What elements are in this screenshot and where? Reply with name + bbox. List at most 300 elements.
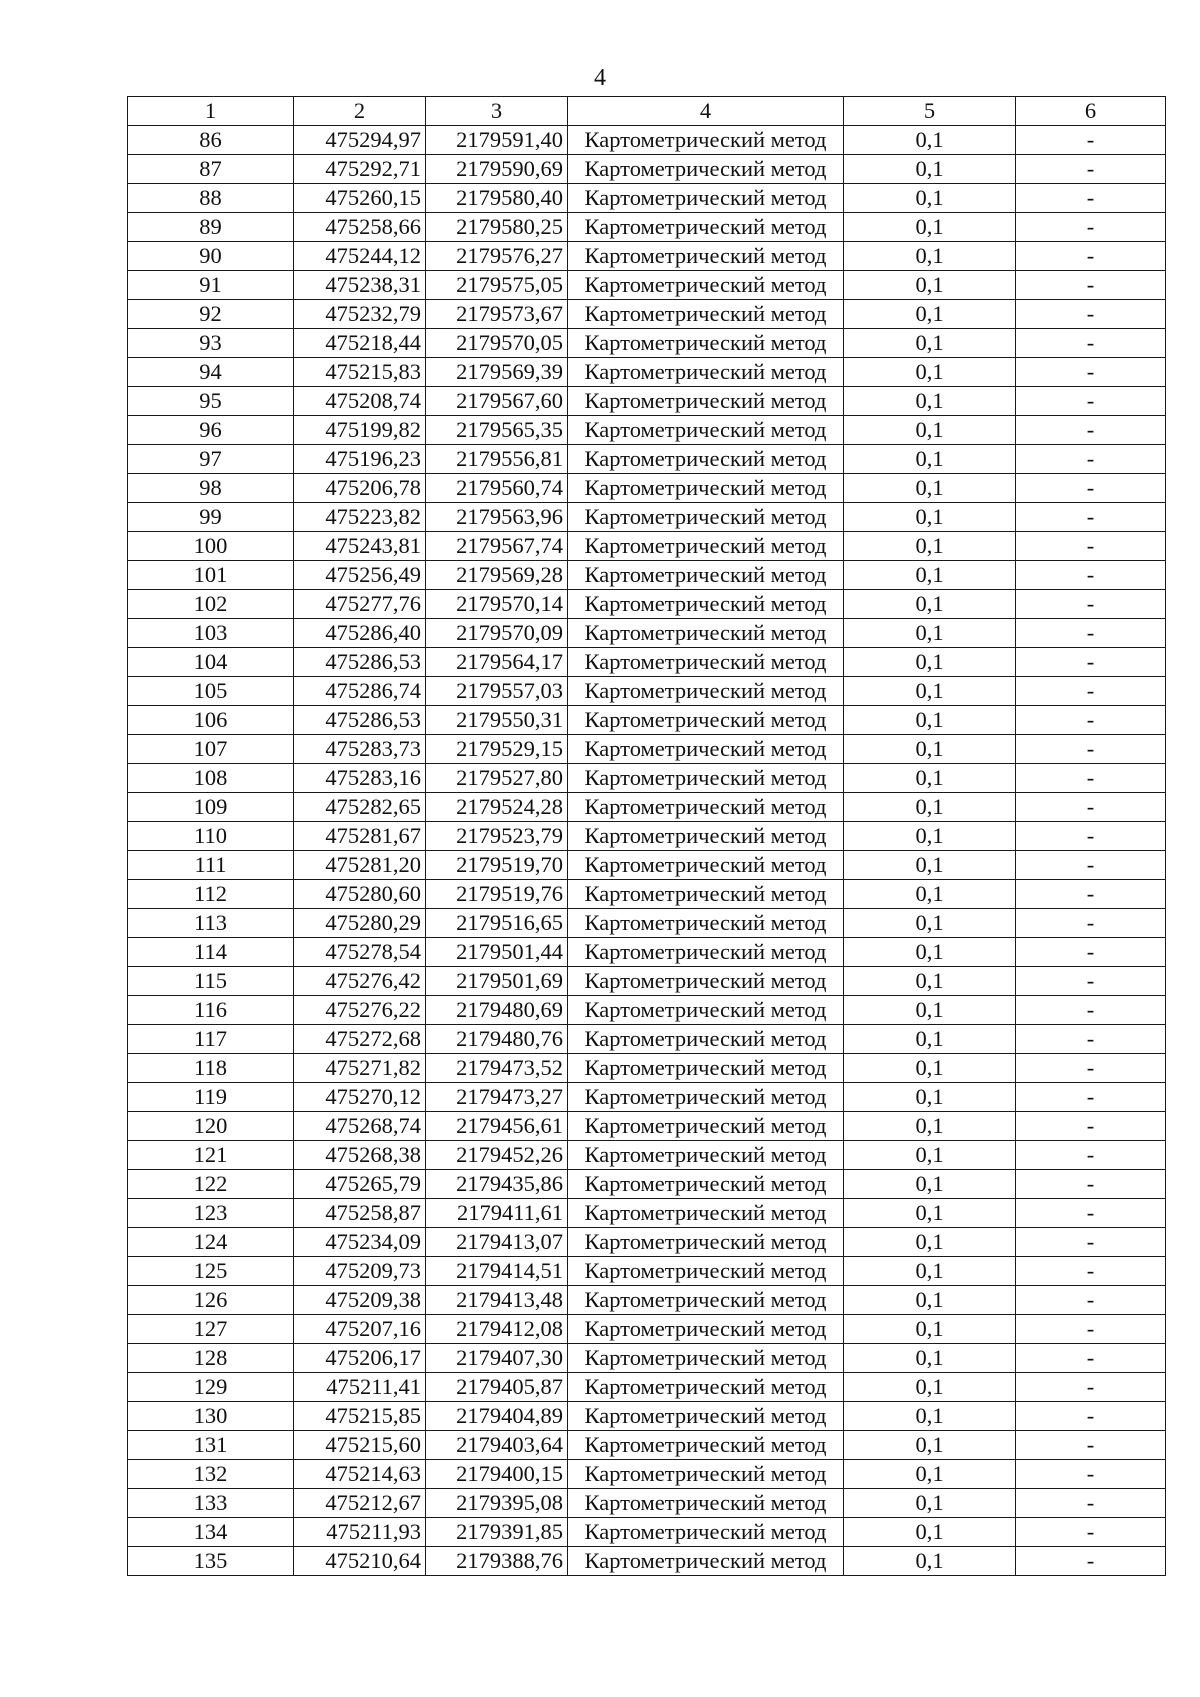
point-number-cell: 101: [128, 561, 294, 590]
accuracy-cell: 0,1: [844, 387, 1016, 416]
column-header: 2: [294, 97, 426, 126]
method-cell: Картометрический метод: [568, 967, 844, 996]
y-coordinate-cell: 2179580,25: [426, 213, 568, 242]
table-row: [128, 677, 1166, 706]
table-row: [128, 735, 1166, 764]
x-coordinate-cell: 475270,12: [294, 1083, 426, 1112]
table-body: [128, 126, 1166, 1576]
note-cell: -: [1016, 1199, 1166, 1228]
point-number-cell: 122: [128, 1170, 294, 1199]
y-coordinate-cell: 2179452,26: [426, 1141, 568, 1170]
y-coordinate-cell: 2179576,27: [426, 242, 568, 271]
table-row: [128, 1373, 1166, 1402]
table-row: [128, 938, 1166, 967]
note-cell: -: [1016, 1228, 1166, 1257]
accuracy-cell: 0,1: [844, 242, 1016, 271]
y-coordinate-cell: 2179529,15: [426, 735, 568, 764]
x-coordinate-cell: 475218,44: [294, 329, 426, 358]
y-coordinate-cell: 2179569,28: [426, 561, 568, 590]
point-number-cell: 96: [128, 416, 294, 445]
method-cell: Картометрический метод: [568, 1547, 844, 1576]
y-coordinate-cell: 2179563,96: [426, 503, 568, 532]
x-coordinate-cell: 475243,81: [294, 532, 426, 561]
point-number-cell: 94: [128, 358, 294, 387]
table-row: [128, 1170, 1166, 1199]
x-coordinate-cell: 475258,87: [294, 1199, 426, 1228]
point-number-cell: 106: [128, 706, 294, 735]
method-cell: Картометрический метод: [568, 532, 844, 561]
method-cell: Картометрический метод: [568, 706, 844, 735]
table-row: [128, 503, 1166, 532]
y-coordinate-cell: 2179564,17: [426, 648, 568, 677]
accuracy-cell: 0,1: [844, 619, 1016, 648]
method-cell: Картометрический метод: [568, 648, 844, 677]
point-number-cell: 95: [128, 387, 294, 416]
x-coordinate-cell: 475283,73: [294, 735, 426, 764]
y-coordinate-cell: 2179591,40: [426, 126, 568, 155]
note-cell: -: [1016, 996, 1166, 1025]
method-cell: Картометрический метод: [568, 184, 844, 213]
y-coordinate-cell: 2179556,81: [426, 445, 568, 474]
point-number-cell: 125: [128, 1257, 294, 1286]
accuracy-cell: 0,1: [844, 1373, 1016, 1402]
method-cell: Картометрический метод: [568, 387, 844, 416]
table-row: [128, 1025, 1166, 1054]
note-cell: -: [1016, 677, 1166, 706]
table-row: [128, 1257, 1166, 1286]
x-coordinate-cell: 475211,41: [294, 1373, 426, 1402]
note-cell: -: [1016, 764, 1166, 793]
note-cell: -: [1016, 503, 1166, 532]
x-coordinate-cell: 475210,64: [294, 1547, 426, 1576]
x-coordinate-cell: 475260,15: [294, 184, 426, 213]
method-cell: Картометрический метод: [568, 1460, 844, 1489]
accuracy-cell: 0,1: [844, 416, 1016, 445]
table-row: [128, 619, 1166, 648]
method-cell: Картометрический метод: [568, 735, 844, 764]
x-coordinate-cell: 475268,74: [294, 1112, 426, 1141]
method-cell: Картометрический метод: [568, 1112, 844, 1141]
y-coordinate-cell: 2179413,48: [426, 1286, 568, 1315]
y-coordinate-cell: 2179413,07: [426, 1228, 568, 1257]
note-cell: -: [1016, 1489, 1166, 1518]
method-cell: Картометрический метод: [568, 1083, 844, 1112]
x-coordinate-cell: 475244,12: [294, 242, 426, 271]
accuracy-cell: 0,1: [844, 1460, 1016, 1489]
accuracy-cell: 0,1: [844, 706, 1016, 735]
note-cell: -: [1016, 329, 1166, 358]
y-coordinate-cell: 2179516,65: [426, 909, 568, 938]
point-number-cell: 124: [128, 1228, 294, 1257]
table-row: [128, 1228, 1166, 1257]
accuracy-cell: 0,1: [844, 822, 1016, 851]
accuracy-cell: 0,1: [844, 938, 1016, 967]
accuracy-cell: 0,1: [844, 1257, 1016, 1286]
accuracy-cell: 0,1: [844, 126, 1016, 155]
note-cell: -: [1016, 1170, 1166, 1199]
accuracy-cell: 0,1: [844, 996, 1016, 1025]
method-cell: Картометрический метод: [568, 1518, 844, 1547]
note-cell: -: [1016, 1460, 1166, 1489]
column-header: 5: [844, 97, 1016, 126]
table-row: [128, 1460, 1166, 1489]
accuracy-cell: 0,1: [844, 1054, 1016, 1083]
note-cell: -: [1016, 1518, 1166, 1547]
x-coordinate-cell: 475268,38: [294, 1141, 426, 1170]
note-cell: -: [1016, 648, 1166, 677]
note-cell: -: [1016, 1431, 1166, 1460]
note-cell: -: [1016, 909, 1166, 938]
point-number-cell: 114: [128, 938, 294, 967]
y-coordinate-cell: 2179391,85: [426, 1518, 568, 1547]
y-coordinate-cell: 2179407,30: [426, 1344, 568, 1373]
point-number-cell: 90: [128, 242, 294, 271]
note-cell: -: [1016, 1025, 1166, 1054]
table-row: [128, 561, 1166, 590]
table-row: [128, 1344, 1166, 1373]
accuracy-cell: 0,1: [844, 1112, 1016, 1141]
accuracy-cell: 0,1: [844, 1141, 1016, 1170]
method-cell: Картометрический метод: [568, 1257, 844, 1286]
method-cell: Картометрический метод: [568, 1373, 844, 1402]
table-row: [128, 184, 1166, 213]
table-row: [128, 1112, 1166, 1141]
y-coordinate-cell: 2179570,14: [426, 590, 568, 619]
table-row: [128, 880, 1166, 909]
point-number-cell: 98: [128, 474, 294, 503]
table-row: [128, 300, 1166, 329]
x-coordinate-cell: 475212,67: [294, 1489, 426, 1518]
method-cell: Картометрический метод: [568, 1402, 844, 1431]
table-row: [128, 1141, 1166, 1170]
accuracy-cell: 0,1: [844, 474, 1016, 503]
accuracy-cell: 0,1: [844, 532, 1016, 561]
point-number-cell: 100: [128, 532, 294, 561]
note-cell: -: [1016, 213, 1166, 242]
y-coordinate-cell: 2179414,51: [426, 1257, 568, 1286]
point-number-cell: 91: [128, 271, 294, 300]
y-coordinate-cell: 2179557,03: [426, 677, 568, 706]
x-coordinate-cell: 475286,74: [294, 677, 426, 706]
method-cell: Картометрический метод: [568, 1228, 844, 1257]
table-row: [128, 532, 1166, 561]
x-coordinate-cell: 475238,31: [294, 271, 426, 300]
x-coordinate-cell: 475215,85: [294, 1402, 426, 1431]
y-coordinate-cell: 2179435,86: [426, 1170, 568, 1199]
point-number-cell: 88: [128, 184, 294, 213]
point-number-cell: 113: [128, 909, 294, 938]
accuracy-cell: 0,1: [844, 851, 1016, 880]
accuracy-cell: 0,1: [844, 967, 1016, 996]
point-number-cell: 102: [128, 590, 294, 619]
point-number-cell: 111: [128, 851, 294, 880]
accuracy-cell: 0,1: [844, 677, 1016, 706]
table-row: [128, 1054, 1166, 1083]
accuracy-cell: 0,1: [844, 213, 1016, 242]
note-cell: -: [1016, 387, 1166, 416]
x-coordinate-cell: 475286,40: [294, 619, 426, 648]
accuracy-cell: 0,1: [844, 561, 1016, 590]
point-number-cell: 115: [128, 967, 294, 996]
y-coordinate-cell: 2179567,60: [426, 387, 568, 416]
accuracy-cell: 0,1: [844, 735, 1016, 764]
y-coordinate-cell: 2179519,76: [426, 880, 568, 909]
y-coordinate-cell: 2179575,05: [426, 271, 568, 300]
note-cell: -: [1016, 416, 1166, 445]
note-cell: -: [1016, 271, 1166, 300]
point-number-cell: 133: [128, 1489, 294, 1518]
point-number-cell: 107: [128, 735, 294, 764]
x-coordinate-cell: 475286,53: [294, 706, 426, 735]
method-cell: Картометрический метод: [568, 1315, 844, 1344]
point-number-cell: 92: [128, 300, 294, 329]
x-coordinate-cell: 475282,65: [294, 793, 426, 822]
method-cell: Картометрический метод: [568, 1344, 844, 1373]
x-coordinate-cell: 475281,20: [294, 851, 426, 880]
accuracy-cell: 0,1: [844, 1402, 1016, 1431]
method-cell: Картометрический метод: [568, 1489, 844, 1518]
y-coordinate-cell: 2179395,08: [426, 1489, 568, 1518]
point-number-cell: 89: [128, 213, 294, 242]
method-cell: Картометрический метод: [568, 793, 844, 822]
table-row: [128, 416, 1166, 445]
note-cell: -: [1016, 1286, 1166, 1315]
y-coordinate-cell: 2179480,76: [426, 1025, 568, 1054]
point-number-cell: 121: [128, 1141, 294, 1170]
method-cell: Картометрический метод: [568, 1170, 844, 1199]
note-cell: -: [1016, 590, 1166, 619]
table-row: [128, 793, 1166, 822]
point-number-cell: 134: [128, 1518, 294, 1547]
accuracy-cell: 0,1: [844, 1286, 1016, 1315]
table-row: [128, 1431, 1166, 1460]
note-cell: -: [1016, 938, 1166, 967]
point-number-cell: 105: [128, 677, 294, 706]
accuracy-cell: 0,1: [844, 358, 1016, 387]
y-coordinate-cell: 2179524,28: [426, 793, 568, 822]
point-number-cell: 112: [128, 880, 294, 909]
x-coordinate-cell: 475206,17: [294, 1344, 426, 1373]
accuracy-cell: 0,1: [844, 880, 1016, 909]
x-coordinate-cell: 475272,68: [294, 1025, 426, 1054]
column-header: 6: [1016, 97, 1166, 126]
note-cell: -: [1016, 300, 1166, 329]
accuracy-cell: 0,1: [844, 300, 1016, 329]
table-row: [128, 329, 1166, 358]
x-coordinate-cell: 475207,16: [294, 1315, 426, 1344]
y-coordinate-cell: 2179573,67: [426, 300, 568, 329]
column-header: 4: [568, 97, 844, 126]
y-coordinate-cell: 2179501,44: [426, 938, 568, 967]
method-cell: Картометрический метод: [568, 155, 844, 184]
table-header-row: [128, 97, 1166, 126]
x-coordinate-cell: 475208,74: [294, 387, 426, 416]
y-coordinate-cell: 2179590,69: [426, 155, 568, 184]
point-number-cell: 87: [128, 155, 294, 184]
method-cell: Картометрический метод: [568, 619, 844, 648]
method-cell: Картометрический метод: [568, 851, 844, 880]
note-cell: -: [1016, 1083, 1166, 1112]
point-number-cell: 110: [128, 822, 294, 851]
x-coordinate-cell: 475276,22: [294, 996, 426, 1025]
y-coordinate-cell: 2179569,39: [426, 358, 568, 387]
x-coordinate-cell: 475292,71: [294, 155, 426, 184]
method-cell: Картометрический метод: [568, 677, 844, 706]
method-cell: Картометрический метод: [568, 358, 844, 387]
method-cell: Картометрический метод: [568, 996, 844, 1025]
table-row: [128, 1315, 1166, 1344]
table-row: [128, 1286, 1166, 1315]
point-number-cell: 132: [128, 1460, 294, 1489]
accuracy-cell: 0,1: [844, 648, 1016, 677]
table-row: [128, 590, 1166, 619]
point-number-cell: 131: [128, 1431, 294, 1460]
point-number-cell: 130: [128, 1402, 294, 1431]
y-coordinate-cell: 2179519,70: [426, 851, 568, 880]
x-coordinate-cell: 475211,93: [294, 1518, 426, 1547]
column-header: 1: [128, 97, 294, 126]
accuracy-cell: 0,1: [844, 155, 1016, 184]
point-number-cell: 118: [128, 1054, 294, 1083]
accuracy-cell: 0,1: [844, 503, 1016, 532]
x-coordinate-cell: 475209,73: [294, 1257, 426, 1286]
table-row: [128, 387, 1166, 416]
accuracy-cell: 0,1: [844, 184, 1016, 213]
point-number-cell: 104: [128, 648, 294, 677]
y-coordinate-cell: 2179456,61: [426, 1112, 568, 1141]
table-row: [128, 155, 1166, 184]
y-coordinate-cell: 2179567,74: [426, 532, 568, 561]
point-number-cell: 126: [128, 1286, 294, 1315]
note-cell: -: [1016, 184, 1166, 213]
y-coordinate-cell: 2179580,40: [426, 184, 568, 213]
note-cell: -: [1016, 880, 1166, 909]
accuracy-cell: 0,1: [844, 1518, 1016, 1547]
y-coordinate-cell: 2179480,69: [426, 996, 568, 1025]
y-coordinate-cell: 2179501,69: [426, 967, 568, 996]
point-number-cell: 119: [128, 1083, 294, 1112]
y-coordinate-cell: 2179570,09: [426, 619, 568, 648]
accuracy-cell: 0,1: [844, 1025, 1016, 1054]
note-cell: -: [1016, 561, 1166, 590]
note-cell: -: [1016, 851, 1166, 880]
x-coordinate-cell: 475281,67: [294, 822, 426, 851]
method-cell: Картометрический метод: [568, 213, 844, 242]
y-coordinate-cell: 2179403,64: [426, 1431, 568, 1460]
page-number: 4: [594, 65, 606, 91]
table-row: [128, 1547, 1166, 1576]
table-row: [128, 213, 1166, 242]
accuracy-cell: 0,1: [844, 1489, 1016, 1518]
x-coordinate-cell: 475232,79: [294, 300, 426, 329]
method-cell: Картометрический метод: [568, 503, 844, 532]
point-number-cell: 117: [128, 1025, 294, 1054]
accuracy-cell: 0,1: [844, 1547, 1016, 1576]
accuracy-cell: 0,1: [844, 445, 1016, 474]
note-cell: -: [1016, 1054, 1166, 1083]
x-coordinate-cell: 475271,82: [294, 1054, 426, 1083]
point-number-cell: 116: [128, 996, 294, 1025]
note-cell: -: [1016, 793, 1166, 822]
accuracy-cell: 0,1: [844, 1170, 1016, 1199]
accuracy-cell: 0,1: [844, 1344, 1016, 1373]
table-row: [128, 1489, 1166, 1518]
y-coordinate-cell: 2179523,79: [426, 822, 568, 851]
table-row: [128, 1199, 1166, 1228]
point-number-cell: 123: [128, 1199, 294, 1228]
table-row: [128, 851, 1166, 880]
accuracy-cell: 0,1: [844, 909, 1016, 938]
y-coordinate-cell: 2179388,76: [426, 1547, 568, 1576]
y-coordinate-cell: 2179560,74: [426, 474, 568, 503]
point-number-cell: 109: [128, 793, 294, 822]
point-number-cell: 127: [128, 1315, 294, 1344]
accuracy-cell: 0,1: [844, 590, 1016, 619]
table-row: [128, 706, 1166, 735]
note-cell: -: [1016, 242, 1166, 271]
table-row: [128, 242, 1166, 271]
note-cell: -: [1016, 474, 1166, 503]
note-cell: -: [1016, 1547, 1166, 1576]
method-cell: Картометрический метод: [568, 1054, 844, 1083]
y-coordinate-cell: 2179550,31: [426, 706, 568, 735]
point-number-cell: 120: [128, 1112, 294, 1141]
table-row: [128, 996, 1166, 1025]
x-coordinate-cell: 475215,83: [294, 358, 426, 387]
method-cell: Картометрический метод: [568, 764, 844, 793]
column-header: 3: [426, 97, 568, 126]
coordinates-table: [127, 96, 1166, 1576]
table-row: [128, 271, 1166, 300]
table-row: [128, 1402, 1166, 1431]
method-cell: Картометрический метод: [568, 329, 844, 358]
method-cell: Картометрический метод: [568, 938, 844, 967]
x-coordinate-cell: 475215,60: [294, 1431, 426, 1460]
method-cell: Картометрический метод: [568, 416, 844, 445]
x-coordinate-cell: 475265,79: [294, 1170, 426, 1199]
method-cell: Картометрический метод: [568, 445, 844, 474]
note-cell: -: [1016, 1373, 1166, 1402]
method-cell: Картометрический метод: [568, 126, 844, 155]
y-coordinate-cell: 2179404,89: [426, 1402, 568, 1431]
table-row: [128, 474, 1166, 503]
x-coordinate-cell: 475294,97: [294, 126, 426, 155]
y-coordinate-cell: 2179405,87: [426, 1373, 568, 1402]
x-coordinate-cell: 475258,66: [294, 213, 426, 242]
x-coordinate-cell: 475206,78: [294, 474, 426, 503]
accuracy-cell: 0,1: [844, 764, 1016, 793]
point-number-cell: 103: [128, 619, 294, 648]
method-cell: Картометрический метод: [568, 474, 844, 503]
point-number-cell: 97: [128, 445, 294, 474]
point-number-cell: 135: [128, 1547, 294, 1576]
point-number-cell: 99: [128, 503, 294, 532]
note-cell: -: [1016, 706, 1166, 735]
method-cell: Картометрический метод: [568, 300, 844, 329]
x-coordinate-cell: 475256,49: [294, 561, 426, 590]
method-cell: Картометрический метод: [568, 590, 844, 619]
x-coordinate-cell: 475196,23: [294, 445, 426, 474]
method-cell: Картометрический метод: [568, 1141, 844, 1170]
method-cell: Картометрический метод: [568, 1286, 844, 1315]
x-coordinate-cell: 475283,16: [294, 764, 426, 793]
accuracy-cell: 0,1: [844, 1228, 1016, 1257]
accuracy-cell: 0,1: [844, 1315, 1016, 1344]
note-cell: -: [1016, 1112, 1166, 1141]
x-coordinate-cell: 475209,38: [294, 1286, 426, 1315]
table-row: [128, 358, 1166, 387]
point-number-cell: 129: [128, 1373, 294, 1402]
